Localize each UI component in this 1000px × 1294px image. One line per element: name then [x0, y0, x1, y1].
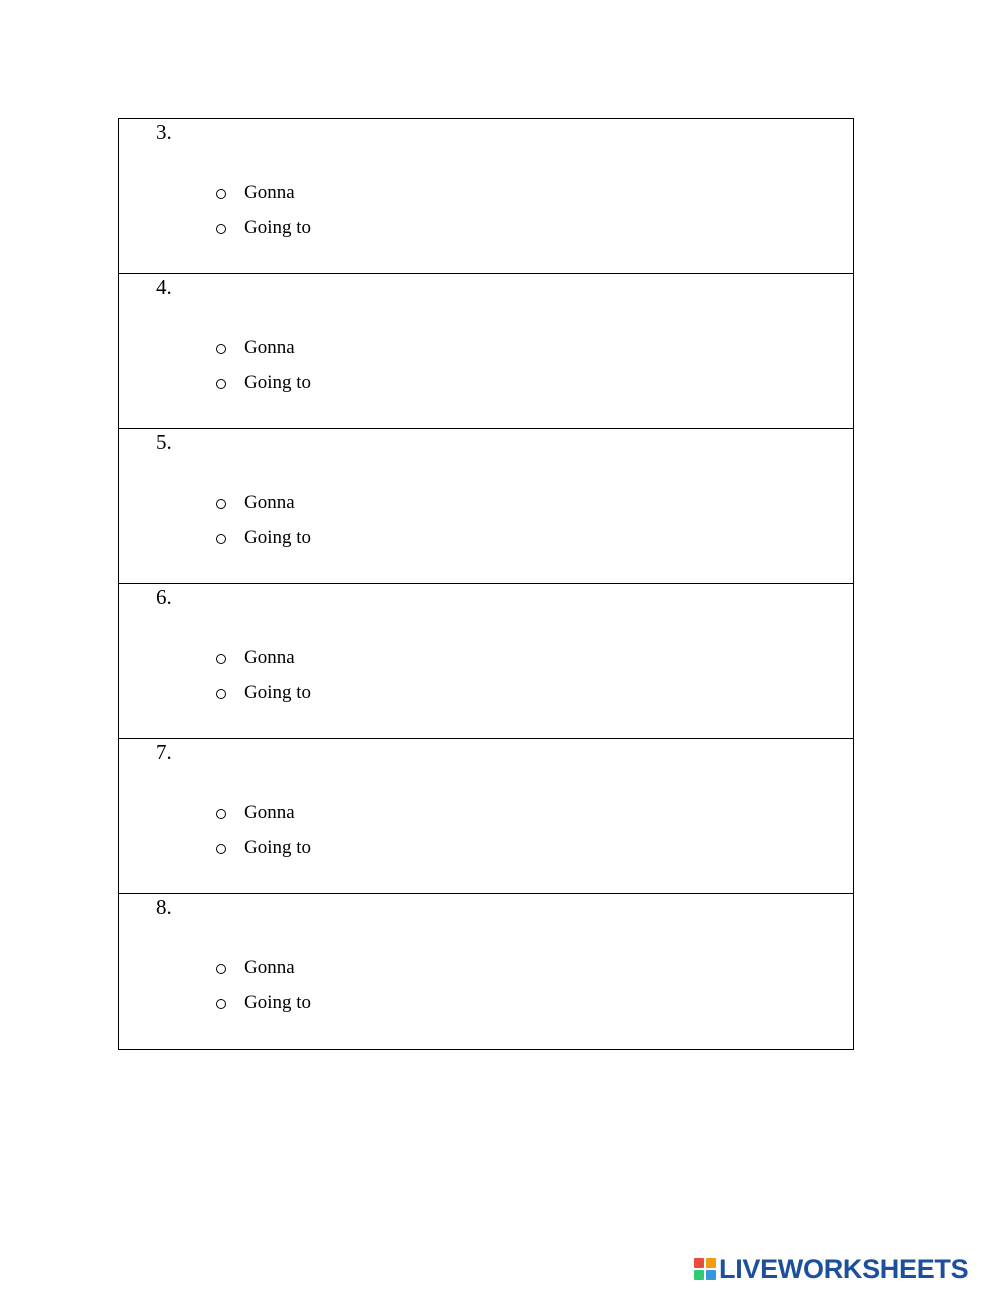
option-label[interactable]: Gonna	[244, 492, 295, 513]
answer-option[interactable]	[216, 801, 295, 825]
radio-button[interactable]	[216, 844, 226, 854]
liveworksheets-brand	[694, 1256, 968, 1282]
question-row	[119, 274, 853, 429]
radio-button[interactable]	[216, 689, 226, 699]
logo-block-green	[694, 1270, 704, 1280]
question-row	[119, 429, 853, 584]
liveworksheets-logo-icon	[694, 1258, 716, 1280]
radio-button[interactable]	[216, 534, 226, 544]
radio-button[interactable]	[216, 499, 226, 509]
brand-wordmark: LIVEWORKSHEETS	[719, 1254, 969, 1284]
answer-option[interactable]	[216, 216, 311, 240]
radio-button[interactable]	[216, 344, 226, 354]
option-label[interactable]: Gonna	[244, 647, 295, 668]
question-number: 3.	[156, 120, 172, 144]
radio-button[interactable]	[216, 224, 226, 234]
answer-option[interactable]	[216, 646, 295, 670]
option-label[interactable]: Going to	[244, 992, 312, 1013]
logo-block-red	[694, 1258, 704, 1268]
option-label[interactable]: Gonna	[244, 182, 295, 203]
answer-option[interactable]	[216, 181, 295, 205]
answer-option[interactable]	[216, 991, 311, 1015]
answer-option[interactable]	[216, 336, 295, 360]
question-number: 8.	[156, 895, 172, 919]
option-label[interactable]: Going to	[244, 217, 312, 238]
question-number: 7.	[156, 740, 172, 764]
question-row	[119, 119, 853, 274]
radio-button[interactable]	[216, 999, 226, 1009]
option-label[interactable]: Gonna	[244, 337, 295, 358]
question-number: 4.	[156, 275, 172, 299]
answer-option[interactable]	[216, 681, 311, 705]
option-label[interactable]: Going to	[244, 372, 312, 393]
option-label[interactable]: Gonna	[244, 802, 295, 823]
question-number: 5.	[156, 430, 172, 454]
radio-button[interactable]	[216, 964, 226, 974]
option-label[interactable]: Going to	[244, 682, 312, 703]
answer-option[interactable]	[216, 526, 311, 550]
option-label[interactable]: Gonna	[244, 957, 295, 978]
worksheet-table	[118, 118, 854, 1050]
question-row	[119, 739, 853, 894]
option-label[interactable]: Going to	[244, 837, 312, 858]
radio-button[interactable]	[216, 809, 226, 819]
question-row	[119, 584, 853, 739]
radio-button[interactable]	[216, 654, 226, 664]
answer-option[interactable]	[216, 956, 295, 980]
question-row	[119, 894, 853, 1049]
answer-option[interactable]	[216, 836, 311, 860]
option-label[interactable]: Going to	[244, 527, 312, 548]
answer-option[interactable]	[216, 371, 311, 395]
answer-option[interactable]	[216, 491, 295, 515]
logo-block-orange	[706, 1258, 716, 1268]
radio-button[interactable]	[216, 189, 226, 199]
radio-button[interactable]	[216, 379, 226, 389]
question-number: 6.	[156, 585, 172, 609]
logo-block-blue	[706, 1270, 716, 1280]
